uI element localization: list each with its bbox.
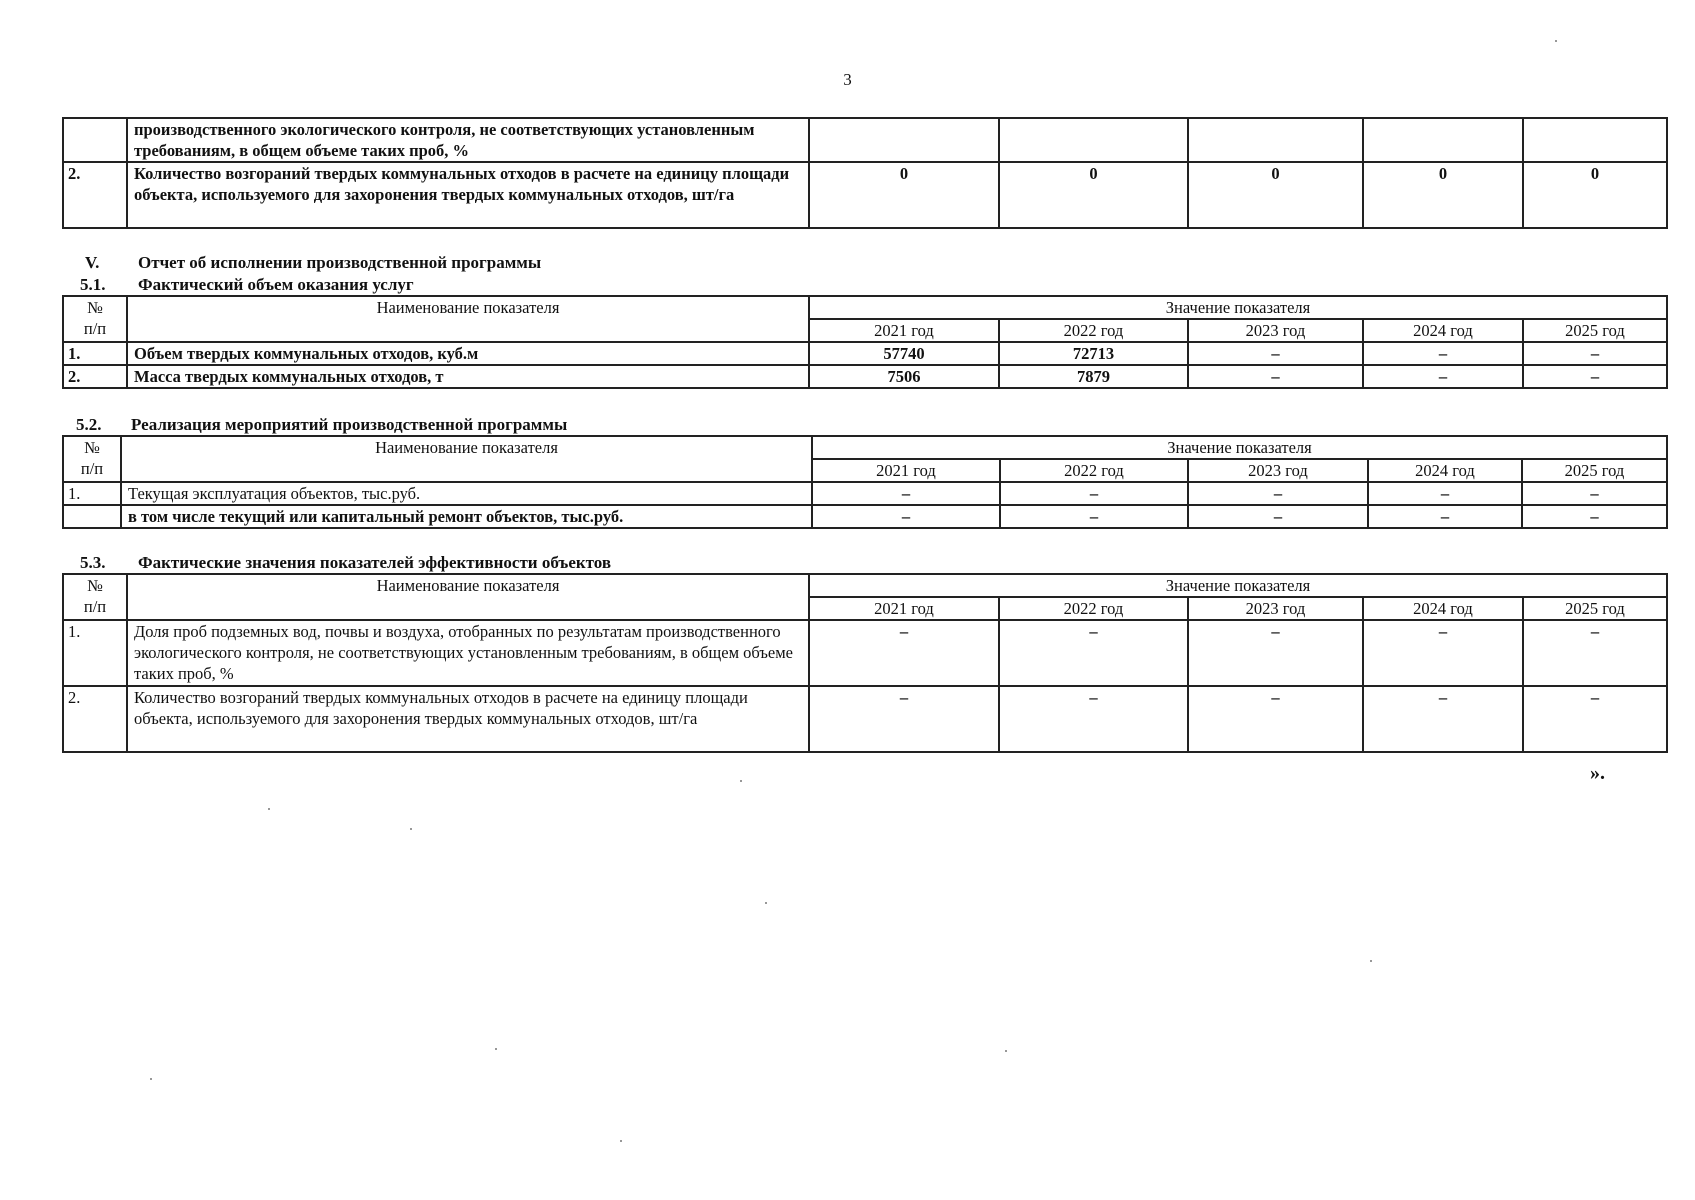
number-header [63,574,127,620]
subsection-title: Фактический объем оказания услуг [138,275,414,294]
row-number: 1. [63,342,127,365]
year-header: 2023 год [1188,459,1368,482]
row-number: 2. [63,686,127,752]
table-header-row [63,574,1667,597]
page-number: 3 [843,70,852,89]
number-sign: № [87,298,103,317]
number-sign: № [84,438,100,457]
subsection-title: Реализация мероприятий производственной программы [131,415,568,434]
value-cell: – [1522,505,1667,528]
value-cell: – [1363,620,1523,686]
table-row [63,342,1667,365]
row-number: 2. [63,162,127,228]
value-cell: 7506 [809,365,999,388]
subsection-number: 5.2. [76,415,102,434]
value-cell: – [1363,342,1523,365]
row-number [63,118,127,162]
value-cell: – [1523,686,1667,752]
value-cell: – [1188,365,1363,388]
indicator-name: Текущая эксплуатация объектов, тыс.руб. [121,482,812,505]
year-header: 2024 год [1368,459,1522,482]
section-title: Отчет об исполнении производственной программы [138,253,542,272]
indicator-name-header: Наименование показателя [127,574,809,620]
value-cell: – [1188,505,1368,528]
value-cell: 72713 [999,342,1188,365]
indicator-name: в том числе текущий или капитальный ремонт объектов, тыс.руб. [121,505,812,528]
subsection-heading [76,414,567,435]
closing-quote: ». [1590,762,1605,784]
year-header: 2025 год [1523,597,1667,620]
year-header: 2023 год [1188,597,1363,620]
table-row [63,482,1667,505]
value-cell [1188,118,1363,162]
value-cell: – [1368,505,1522,528]
year-header: 2025 год [1522,459,1667,482]
efficiency-indicators-table [62,573,1668,753]
indicator-name: Доля проб подземных вод, почвы и воздуха, отобранных по результатам производственного экологического контроля, не соответствующих установленным требованиям, в общем объеме таких проб, % [127,620,809,686]
subsection-number: 5.1. [80,275,106,294]
table-row [63,365,1667,388]
row-number [63,505,121,528]
value-cell: – [1523,620,1667,686]
value-cell: 0 [1363,162,1523,228]
value-cell: – [1522,482,1667,505]
year-header: 2022 год [1000,459,1188,482]
value-cell: – [1000,482,1188,505]
indicator-name-header: Наименование показателя [121,436,812,482]
year-header: 2025 год [1523,319,1667,342]
row-number: 2. [63,365,127,388]
value-cell [1363,118,1523,162]
year-header: 2024 год [1363,319,1523,342]
value-cell: – [812,482,1000,505]
value-cell: – [1523,342,1667,365]
value-cell: 57740 [809,342,999,365]
year-header: 2021 год [812,459,1000,482]
year-header: 2021 год [809,597,999,620]
number-abbr: п/п [80,459,104,478]
value-cell: – [999,686,1188,752]
year-header: 2024 год [1363,597,1523,620]
value-cell: 0 [1523,162,1667,228]
indicator-value-header: Значение показателя [809,574,1667,597]
value-cell: – [999,620,1188,686]
indicator-name: Масса твердых коммунальных отходов, т [127,365,809,388]
value-cell: 7879 [999,365,1188,388]
value-cell: – [1368,482,1522,505]
value-cell: 0 [999,162,1188,228]
continued-indicators-table [62,117,1668,229]
number-abbr: п/п [83,597,107,616]
indicator-name-header: Наименование показателя [127,296,809,342]
row-number: 1. [63,482,121,505]
number-header [63,296,127,342]
subsection-title: Фактические значения показателей эффективности объектов [138,553,612,572]
value-cell: 0 [809,162,999,228]
program-activities-table [62,435,1668,529]
value-cell: – [1000,505,1188,528]
section-heading [85,252,541,273]
year-header: 2022 год [999,597,1188,620]
year-header: 2022 год [999,319,1188,342]
table-row [63,505,1667,528]
indicator-name: производственного экологического контроля, не соответствующих установленным требованиям, в общем объеме таких проб, % [127,118,809,162]
value-cell [999,118,1188,162]
indicator-value-header: Значение показателя [812,436,1667,459]
value-cell: – [1363,686,1523,752]
row-number: 1. [63,620,127,686]
value-cell: – [1188,482,1368,505]
value-cell [1523,118,1667,162]
number-abbr: п/п [83,319,107,338]
value-cell: – [812,505,1000,528]
value-cell: – [809,620,999,686]
indicator-name: Количество возгораний твердых коммунальных отходов в расчете на единицу площади объекта, используемого для захоронения твердых коммунальных отходов, шт/га [127,162,809,228]
year-header: 2023 год [1188,319,1363,342]
table-header-row [63,296,1667,319]
number-header [63,436,121,482]
indicator-value-header: Значение показателя [809,296,1667,319]
value-cell: – [1188,620,1363,686]
number-sign: № [87,576,103,595]
indicator-name: Объем твердых коммунальных отходов, куб.м [127,342,809,365]
year-header: 2021 год [809,319,999,342]
subsection-heading [80,552,611,573]
subsection-heading [80,274,414,295]
indicator-name: Количество возгораний твердых коммунальных отходов в расчете на единицу площади объекта, используемого для захоронения твердых коммунальных отходов, шт/га [127,686,809,752]
value-cell: – [809,686,999,752]
value-cell [809,118,999,162]
value-cell: – [1523,365,1667,388]
section-number: V. [85,253,100,272]
value-cell: 0 [1188,162,1363,228]
actual-services-table [62,295,1668,389]
table-row [63,686,1667,752]
value-cell: – [1188,342,1363,365]
value-cell: – [1363,365,1523,388]
table-header-row [63,436,1667,459]
value-cell: – [1188,686,1363,752]
table-row [63,162,1667,228]
table-row [63,118,1667,162]
subsection-number: 5.3. [80,553,106,572]
table-row [63,620,1667,686]
